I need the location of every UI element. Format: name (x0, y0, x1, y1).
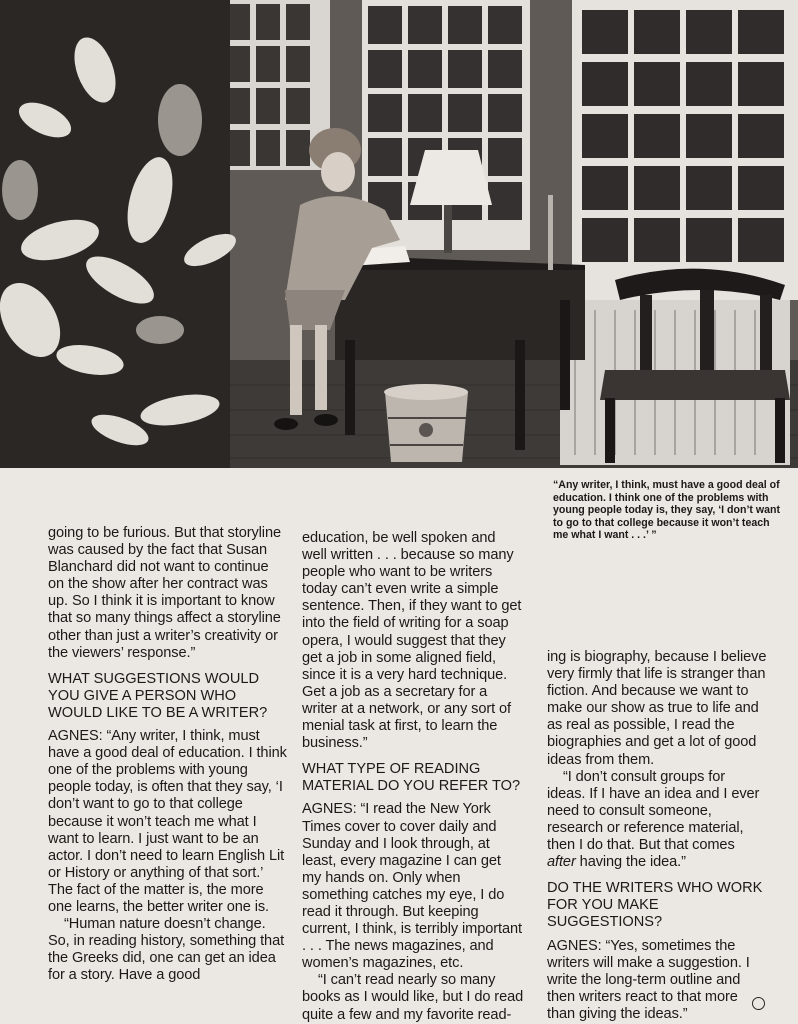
article-photo (0, 0, 798, 468)
text-column-2 (302, 530, 524, 1024)
emphasis-text: after (547, 854, 576, 871)
paragraph: going to be furious. But that storyline was caused by the fact that Susan Blanchard did not want to continue on the show after her contract was up. So I think it is important to know that so many things affect a storyline other than just a writer’s creativity or the viewers’ response.” (48, 525, 281, 661)
paragraph: AGNES: “I read the New York Times cover to cover daily and Sunday and I look through, at least, every magazine I can get my hands on. Only when something catches my eye, I do read it through. But keeping current, I think, is terribly important . . . The news magazines, and women’s magazines, etc. (302, 801, 522, 972)
text-column-3 (547, 649, 767, 1023)
interview-question: WHAT TYPE OF READING MATERIAL DO YOU REFER TO? (302, 761, 521, 795)
paragraph: education, be well spoken and well written . . . because so many people who want to be writers today can’t even write a simple sentence. Then, if they want to get into the field of writing for a soap opera, I would suggest that they get a job in some aligned field, since it is a very hard technique. Get a job as a secretary for a writer at a network, or any sort of menial task at first, to learn the business.” (302, 530, 522, 752)
interview-question: DO THE WRITERS WHO WORK FOR YOU MAKE SUGGESTIONS? (547, 880, 763, 931)
text-column-1 (48, 525, 288, 984)
paragraph: AGNES: “Yes, sometimes the writers will make a suggestion. I write the long-term outline and then writers react to that more than giving the ideas.” (547, 937, 750, 1022)
end-of-article-icon (752, 997, 765, 1010)
plants (0, 0, 240, 468)
paragraph: “I can’t read nearly so many books as I would like, but I do read quite a few and my favorite read- (302, 972, 524, 1023)
paragraph-text-end: having the idea.” (579, 854, 686, 871)
wastebasket (384, 384, 468, 462)
paragraph-text: “I don’t consult groups for ideas. If I have an idea and I ever need to consult someone, research or reference material, then I do that. But that comes (547, 768, 760, 854)
paragraph: ing is biography, because I believe very firmly that life is stranger than fiction. And because we want to make our show as true to life and as real as possible, I read the biographies and get a lot of good ideas from them. (547, 649, 767, 768)
paragraph: “Human nature doesn’t change. So, in reading history, something that the Greeks did, one can get an idea for a story. Have a good (48, 916, 285, 984)
pull-quote: “Any writer, I think, must have a good deal of education. I think one of the problems with young people today is, they say, ‘I don’t want to go to that college because it won’t teach me what I want . . .’ ” (553, 479, 781, 542)
paragraph (547, 769, 767, 872)
interview-question: WHAT SUGGESTIONS WOULD YOU GIVE A PERSON WHO WOULD LIKE TO BE A WRITER? (48, 670, 268, 721)
photo-illustration (0, 0, 798, 468)
paragraph: AGNES: “Any writer, I think, must have a good deal of education. I think one of the problems with young people today, is often that they say, ‘I don’t want to go to that college because it won’t teach me what I want to learn. I just want to be an actor. I don’t need to learn English Lit or History or anything of that sort.’ The fact of the matter is, the more one learns, the better writer one is. (48, 728, 287, 915)
